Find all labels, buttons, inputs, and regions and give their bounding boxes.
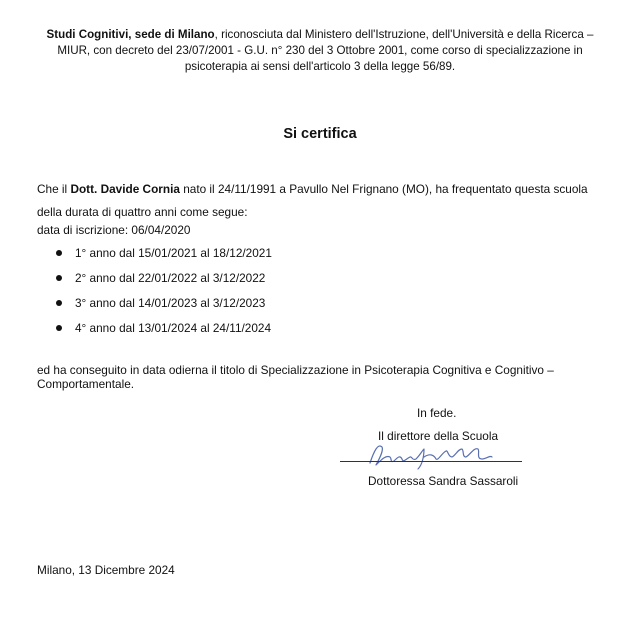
intro-paragraph: [37, 178, 607, 224]
document-title: Si certifica: [283, 126, 357, 142]
year-text: 2° anno dal 22/01/2022 al 3/12/2022: [75, 271, 266, 285]
bullet-icon: [56, 325, 62, 331]
closing-text: In fede.: [417, 406, 457, 420]
year-text: 3° anno dal 14/01/2023 al 3/12/2023: [75, 296, 266, 310]
bullet-icon: [56, 250, 62, 256]
list-item: [50, 246, 272, 271]
place-date: Milano, 13 Dicembre 2024: [37, 563, 175, 577]
school-name: Studi Cognitivi, sede di Milano: [46, 28, 215, 41]
recipient-name: Dott. Davide Cornia: [70, 182, 180, 196]
handwritten-signature: [366, 437, 496, 473]
list-item: [50, 271, 272, 296]
accreditation-text: , riconosciuta dal Ministero dell'Istruzione, dell'Università e della Ricerca – MIUR, con decreto del 23/07/2001 - G.U. n° 230 del 3 Ottobre 2001, come corso di specializzazione in psicoterapia ai sensi dell'articolo 3 della legge 56/89.: [57, 28, 594, 73]
conclusion-paragraph: ed ha conseguito in data odierna il titolo di Specializzazione in Psicoterapia Cognitiva e Cognitivo – Comportamentale.: [37, 363, 554, 391]
header-paragraph: [40, 27, 600, 75]
list-item: [50, 296, 272, 321]
signature-line: [340, 461, 522, 462]
director-role: Il direttore della Scuola: [378, 429, 499, 443]
director-name: Dottoressa Sandra Sassaroli: [368, 474, 519, 488]
bullet-icon: [56, 275, 62, 281]
years-list: [50, 246, 272, 346]
list-item: [50, 321, 272, 346]
enrollment-date: data di iscrizione: 06/04/2020: [37, 223, 191, 237]
bullet-icon: [56, 300, 62, 306]
intro-prefix: Che il: [37, 182, 71, 196]
year-text: 1° anno dal 15/01/2021 al 18/12/2021: [75, 246, 272, 260]
intro-suffix: nato il 24/11/1991 a Pavullo Nel Frignano (MO), ha frequentato questa scuola della durata di quattro anni come segue:: [37, 182, 588, 219]
year-text: 4° anno dal 13/01/2024 al 24/11/2024: [75, 321, 272, 335]
